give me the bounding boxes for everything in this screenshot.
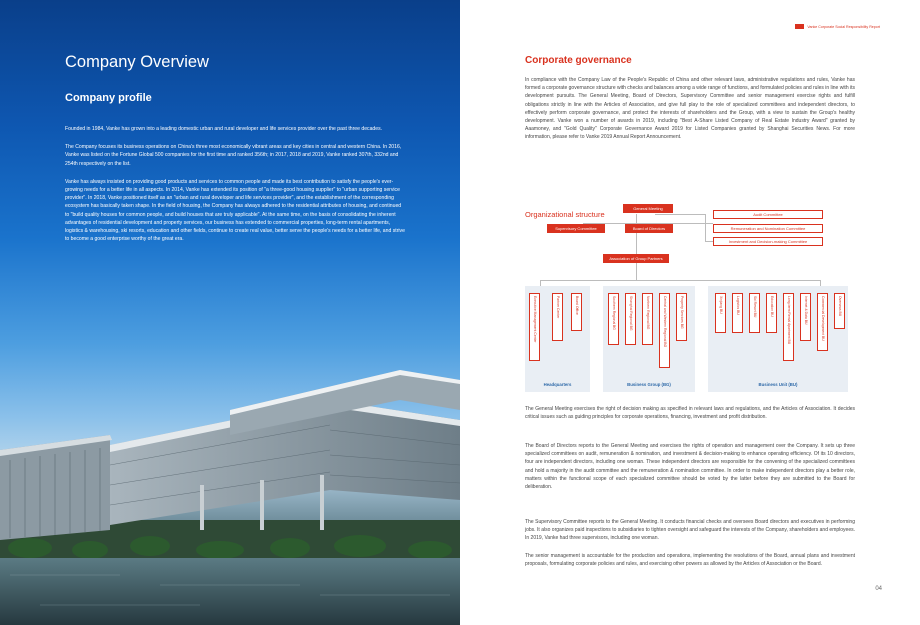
section-subtitle: Company profile xyxy=(65,92,152,104)
org-unit: Partner Center xyxy=(552,293,563,341)
report-title: Vanke Corporate Social Responsibility Report xyxy=(807,24,880,29)
org-unit: Property Services BG xyxy=(676,293,687,341)
page-title: Company Overview xyxy=(65,53,209,71)
org-unit: Executive Management Center xyxy=(529,293,540,361)
profile-paragraph: Vanke has always insisted on providing good products and services to common people and made its best contribution to satisfy the people's ever-growing needs for a better life in all aspects. In 2014, Vanke has extended its position of "a three-good housing supplier" to "urban supporting service provider". In 2018, Vanke positioned itself as an "urban and rural developer and life services provider", and the establishment of the corresponding ecosystem has basically taken shape. In the field of housing, the Company has always adhered to the residential attributes of housing, and continued to "build quality houses for common people, and build houses that are truly applicable". At the same time, on the basis of consolidating the inherent advantages of residential development and property services, our business has extended to commercial properties, long-term rental apartments, logistics & warehousing, ski resorts, education and other fields, continue to create real value, better serve the people's needs for a better life, and strive to become a good enterprise worthy of the great era. xyxy=(65,178,405,243)
investment-committee-box: Investment and Decision-making Committee xyxy=(713,237,823,246)
group-label: Business Unit (BU) xyxy=(758,382,798,387)
org-unit: Commercial Development BU xyxy=(817,293,828,351)
org-unit: Shanghai Regional BG xyxy=(625,293,636,345)
audit-committee-box: Audit Committee xyxy=(713,210,823,219)
profile-paragraph: The Company focuses its business operations on China's three most economically vibrant areas and key cities in central and western China. In 2016, Vanke was listed on the Fortune Global 500 companies for the first time and ranked 356th; in 2017, 2018 and 2019, Vanke ranked 307th, 332nd and 254th respectively on the list. xyxy=(65,144,402,167)
vanke-logo-icon xyxy=(795,24,804,29)
org-unit: Northern Regional BG xyxy=(642,293,653,345)
body-paragraph: The General Meeting exercises the right of decision making as specified in relevant laws and regulations, and the Articles of Association. It decides critical issues such as guiding principles for corporate operations, financing, investment and profit distribution. xyxy=(525,406,855,421)
supervisory-committee-box: Supervisory Committee xyxy=(547,224,605,233)
body-paragraph: The Supervisory Committee reports to the General Meeting. It conducts financial checks and oversees Board directors and executives in performing jobs. It also organizes paid inspections to subsidiaries to tighten oversight and safeguard the interests of the Company, shareholders and employees. In 2019, Vanke had three supervisors, including one woman. xyxy=(525,519,855,542)
company-profile-text xyxy=(65,125,405,253)
board-of-directors-box: Board of Directors xyxy=(625,224,673,233)
org-unit: Southern Regional BG xyxy=(608,293,619,345)
profile-paragraph: Founded in 1984, Vanke has grown into a leading domestic urban and rural developer and life services provider over the past three decades. xyxy=(65,126,383,132)
org-unit: Overseas BU xyxy=(834,293,845,329)
page-number: 04 xyxy=(875,586,882,592)
association-of-partners-box: Association of Group Partners xyxy=(603,254,669,263)
group-label: Headquarters xyxy=(543,382,572,387)
org-structure-heading: Organizational structure xyxy=(525,210,605,219)
section-title: Corporate governance xyxy=(525,55,632,66)
group-label: Business Group (BG) xyxy=(627,382,671,387)
general-meeting-box: General Meeting xyxy=(623,204,673,213)
org-unit: Long-term Rental Apartment BU xyxy=(783,293,794,361)
org-chart xyxy=(535,200,845,395)
body-paragraph: The Board of Directors reports to the General Meeting and exercises the rights of operation and management over the Company. It sets up three specialized committees on audit, remuneration & nomination, and investment & decision-making to enhance operating efficiency. Of its 10 directors, four are independent directors, including one woman. These independent directors are responsible for the convening of the specialized committees and hold a majority in the audit committee and the remuneration & nomination committee. In order to make independent directors play a better role, matters within the functional scope of each specialized committee should be voted by the latter before they are submitted to the Board for deliberation. xyxy=(525,443,855,491)
org-unit: Central and Western Regional BG xyxy=(659,293,670,368)
org-unit: Xinjiang BU xyxy=(715,293,726,333)
org-unit: Ski Resort BU xyxy=(749,293,760,333)
org-unit: Internet & Data BU xyxy=(800,293,811,341)
org-unit: Education BU xyxy=(766,293,777,333)
report-header xyxy=(795,24,880,29)
body-paragraph: The senior management is accountable for the production and operations, implementing the resolutions of the Board, annual plans and investment proposals, formulating corporate policies and rules, and exercising other powers as allowed by the Articles of Association or the Board. xyxy=(525,553,855,568)
org-unit: Board Office xyxy=(571,293,582,331)
intro-paragraph: In compliance with the Company Law of the People's Republic of China and other relevant laws, administrative regulations and rules, Vanke has formed a corporate governance structure with checks and balances among a wide range of functions, and formulated policies and rules in line with its development pursuits. The General Meeting, Board of Directors, Supervisory Committee and senior management exercise rights and fulfill obligations strictly in line with the Articles of Association, and give full play to the role of specialized committees and independent directors, to effectively perform corporate governance, and protect the interests of shareholders and the Group, with a view to sustain the Group's healthy development. Vanke won a number of awards in 2019, including "Best A-Share Listed Company of Real Estate Industry Award" granted by Aaamoney, and "Gold Quality" Corporate Governance Award 2019 for Listed Companies granted by Shanghai Securities News. For more information, please refer to Vanke 2019 Annual Report Announcement. xyxy=(525,77,855,141)
right-page xyxy=(460,0,920,625)
org-unit: Logistics BU xyxy=(732,293,743,333)
headquarters-photo xyxy=(0,300,460,625)
remuneration-committee-box: Remuneration and Nomination Committee xyxy=(713,224,823,233)
